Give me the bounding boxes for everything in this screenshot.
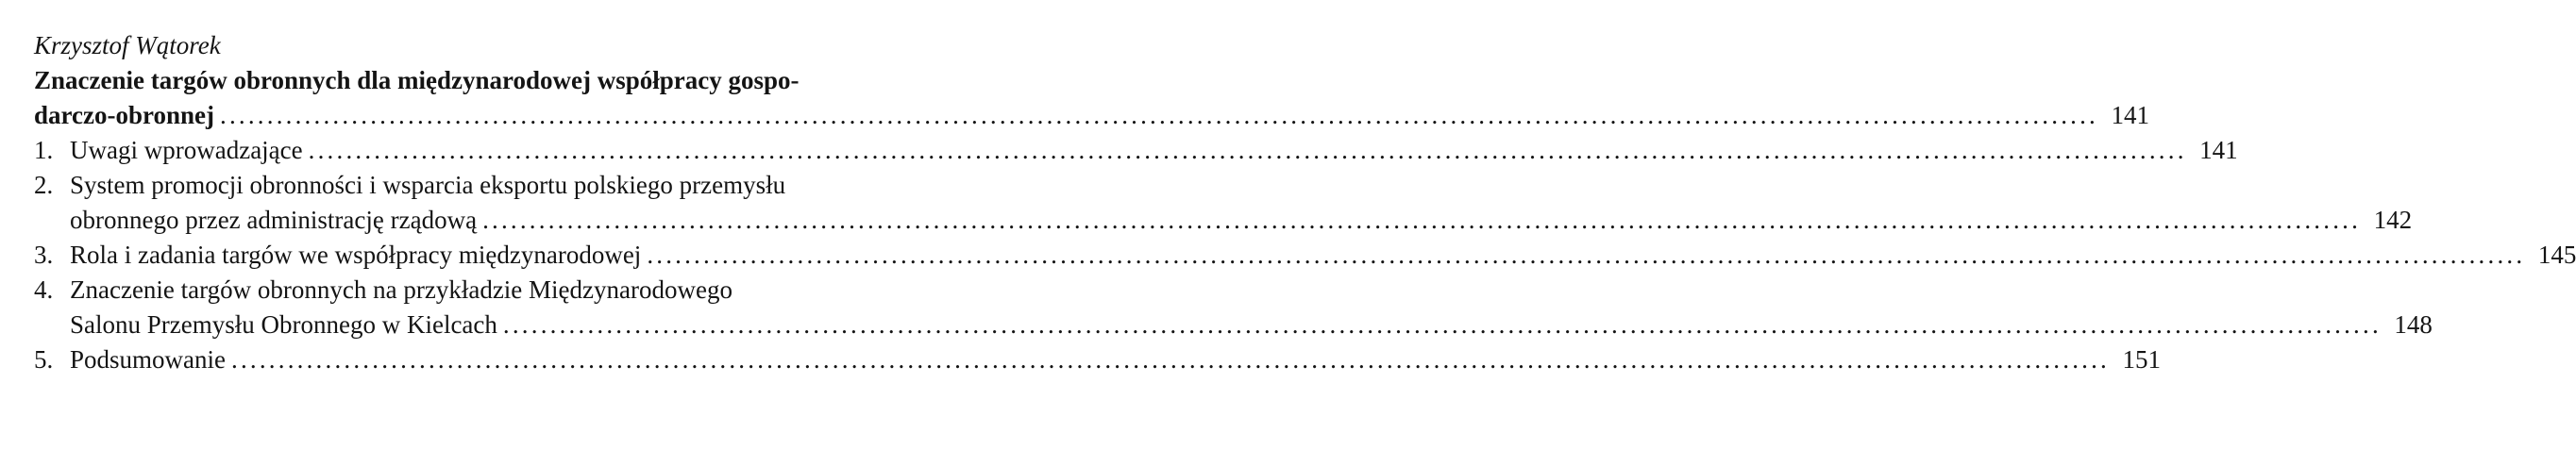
dot-leader: ........................................................................................................................................................................................................ [308, 136, 2187, 164]
toc-entry[interactable] [34, 238, 2576, 273]
dot-leader: ........................................................................................................................................................................................................ [647, 241, 2526, 269]
entry-number: 1. [34, 136, 54, 164]
dot-leader: ........................................................................................................................................................................................................ [482, 206, 2362, 234]
dot-leader: ........................................................................................................................................................................................................ [231, 345, 2110, 374]
entry-title: Podsumowanie [70, 345, 226, 374]
dot-leader: ........................................................................................................................................................................................................ [220, 101, 2098, 129]
toc-entry[interactable] [34, 342, 2161, 377]
entry-page-number: 141 [2199, 136, 2238, 164]
entry-page-number: 142 [2373, 206, 2413, 234]
chapter-title: Znaczenie targów obronnych dla międzynarodowej współpracy gospo- [34, 66, 800, 94]
chapter-page-number: 141 [2111, 101, 2149, 129]
entry-number: 2. [34, 171, 54, 199]
entry-title: Rola i zadania targów we współpracy międzynarodowej [70, 241, 642, 269]
entry-title: Uwagi wprowadzające [70, 136, 303, 164]
dot-leader: ........................................................................................................................................................................................................ [502, 310, 2382, 339]
toc-entry-continuation[interactable] [34, 308, 2433, 342]
entry-number: 3. [34, 241, 54, 269]
entry-page-number: 151 [2122, 345, 2161, 374]
entry-page-number: 148 [2394, 310, 2433, 339]
entry-page-number: 145 [2537, 241, 2576, 269]
toc-entry[interactable] [34, 168, 974, 203]
entry-number: 5. [34, 345, 54, 374]
entry-title-end: Salonu Przemysłu Obronnego w Kielcach [70, 310, 497, 339]
chapter-title-continuation[interactable] [34, 98, 2149, 133]
entry-number: 4. [34, 275, 54, 304]
chapter-author: Krzysztof Wątorek [34, 31, 221, 59]
chapter-title-line [34, 63, 974, 98]
toc-entry[interactable] [34, 273, 974, 308]
entry-title: Znaczenie targów obronnych na przykładzie Międzynarodowego [70, 275, 732, 304]
table-of-contents [34, 28, 2576, 377]
toc-entry-continuation[interactable] [34, 203, 2413, 238]
chapter-title-end: darczo-obronnej [34, 101, 214, 129]
entry-title: System promocji obronności i wsparcia eksportu polskiego przemysłu [70, 171, 786, 199]
toc-entry[interactable] [34, 133, 2238, 168]
entry-title-end: obronnego przez administrację rządową [70, 206, 478, 234]
